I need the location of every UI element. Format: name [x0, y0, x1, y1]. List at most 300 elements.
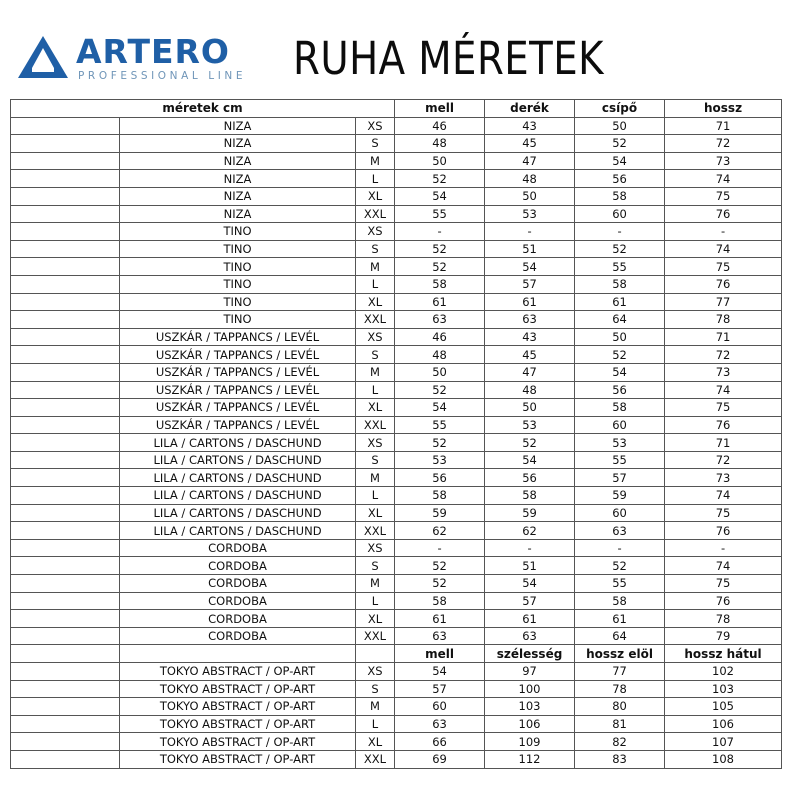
row-spacer-cell [11, 152, 120, 170]
model-cell: NIZA [120, 170, 356, 188]
model-cell: LILA / CARTONS / DASCHUND [120, 434, 356, 452]
value-cell: 57 [485, 592, 575, 610]
row-spacer-cell [11, 170, 120, 188]
value-cell: 77 [575, 663, 665, 681]
value-cell: 51 [485, 557, 575, 575]
value-cell: 58 [395, 487, 485, 505]
value-cell: 53 [485, 205, 575, 223]
value-cell: 50 [485, 187, 575, 205]
value-cell: 58 [485, 487, 575, 505]
value-cell: 78 [575, 680, 665, 698]
model-cell: CORDOBA [120, 592, 356, 610]
page-header [18, 28, 788, 98]
model-cell: NIZA [120, 117, 356, 135]
model-cell: USZKÁR / TAPPANCS / LEVÉL [120, 363, 356, 381]
value-cell: 52 [575, 557, 665, 575]
column-header: hossz [665, 100, 782, 118]
table-row [11, 610, 782, 628]
value-cell: 45 [485, 346, 575, 364]
row-spacer-cell [11, 733, 120, 751]
value-cell: 61 [485, 293, 575, 311]
size-table [10, 99, 782, 769]
size-cell: S [356, 346, 395, 364]
size-cell: L [356, 275, 395, 293]
model-cell: TINO [120, 311, 356, 329]
table-row [11, 592, 782, 610]
row-spacer-cell [11, 645, 120, 663]
value-cell: 52 [395, 557, 485, 575]
size-cell: XS [356, 223, 395, 241]
size-cell: XL [356, 293, 395, 311]
value-cell: 54 [485, 258, 575, 276]
size-cell: S [356, 680, 395, 698]
row-spacer-cell [11, 135, 120, 153]
size-cell: XS [356, 663, 395, 681]
table-row [11, 293, 782, 311]
column-header: hossz hátul [665, 645, 782, 663]
value-cell: 66 [395, 733, 485, 751]
row-spacer-cell [11, 698, 120, 716]
value-cell: 82 [575, 733, 665, 751]
row-spacer-cell [11, 363, 120, 381]
value-cell: 71 [665, 434, 782, 452]
value-cell: 61 [575, 610, 665, 628]
row-spacer-cell [11, 680, 120, 698]
value-cell: 48 [395, 135, 485, 153]
value-cell: 74 [665, 170, 782, 188]
table-row [11, 346, 782, 364]
value-cell: 97 [485, 663, 575, 681]
value-cell: 53 [575, 434, 665, 452]
table-row [11, 680, 782, 698]
value-cell: 76 [665, 205, 782, 223]
table-row [11, 733, 782, 751]
column-header: csípő [575, 100, 665, 118]
value-cell: - [575, 539, 665, 557]
table-row [11, 135, 782, 153]
row-spacer-cell [11, 539, 120, 557]
value-cell: 75 [665, 504, 782, 522]
value-cell: 75 [665, 258, 782, 276]
value-cell: 60 [575, 504, 665, 522]
value-cell: 56 [575, 381, 665, 399]
value-cell: 52 [575, 135, 665, 153]
row-spacer-cell [11, 117, 120, 135]
size-cell: XS [356, 434, 395, 452]
value-cell: 52 [395, 240, 485, 258]
table-row [11, 715, 782, 733]
value-cell: 69 [395, 750, 485, 768]
value-cell: 62 [395, 522, 485, 540]
model-cell: LILA / CARTONS / DASCHUND [120, 504, 356, 522]
size-cell: XS [356, 539, 395, 557]
row-spacer-cell [11, 240, 120, 258]
model-cell: TOKYO ABSTRACT / OP-ART [120, 698, 356, 716]
value-cell: 61 [395, 293, 485, 311]
table-row [11, 187, 782, 205]
table-row [11, 663, 782, 681]
value-cell: 74 [665, 240, 782, 258]
value-cell: 60 [575, 205, 665, 223]
size-cell: L [356, 381, 395, 399]
value-cell: 60 [575, 416, 665, 434]
model-cell: TOKYO ABSTRACT / OP-ART [120, 663, 356, 681]
page-title: RUHA MÉRETEK [293, 32, 604, 85]
value-cell: 72 [665, 135, 782, 153]
row-spacer-cell [11, 592, 120, 610]
model-cell: NIZA [120, 152, 356, 170]
size-cell: XL [356, 504, 395, 522]
column-header: szélesség [485, 645, 575, 663]
table-row [11, 275, 782, 293]
value-cell: 105 [665, 698, 782, 716]
value-cell: 55 [395, 416, 485, 434]
value-cell: 45 [485, 135, 575, 153]
value-cell: 50 [395, 363, 485, 381]
table-row [11, 152, 782, 170]
row-spacer-cell [11, 557, 120, 575]
value-cell: 54 [395, 399, 485, 417]
value-cell: 63 [485, 627, 575, 645]
column-header: mell [395, 100, 485, 118]
value-cell: 62 [485, 522, 575, 540]
row-spacer-cell [11, 469, 120, 487]
value-cell: 50 [395, 152, 485, 170]
row-spacer-cell [11, 663, 120, 681]
row-spacer-cell [11, 451, 120, 469]
value-cell: - [665, 539, 782, 557]
model-cell: USZKÁR / TAPPANCS / LEVÉL [120, 399, 356, 417]
value-cell: 43 [485, 117, 575, 135]
value-cell: 83 [575, 750, 665, 768]
value-cell: 54 [395, 187, 485, 205]
value-cell: 52 [575, 240, 665, 258]
value-cell: 47 [485, 363, 575, 381]
value-cell: 52 [395, 381, 485, 399]
model-cell: NIZA [120, 187, 356, 205]
value-cell: 58 [575, 399, 665, 417]
row-spacer-cell [11, 311, 120, 329]
table-row [11, 522, 782, 540]
model-cell: USZKÁR / TAPPANCS / LEVÉL [120, 381, 356, 399]
row-spacer-cell [11, 346, 120, 364]
value-cell: 63 [395, 311, 485, 329]
table-row [11, 223, 782, 241]
value-cell: 79 [665, 627, 782, 645]
table-row [11, 258, 782, 276]
value-cell: 106 [485, 715, 575, 733]
value-cell: - [485, 539, 575, 557]
value-cell: 52 [395, 575, 485, 593]
model-cell: CORDOBA [120, 557, 356, 575]
value-cell: 76 [665, 522, 782, 540]
table-row [11, 750, 782, 768]
value-cell: 50 [575, 328, 665, 346]
row-spacer-cell [356, 645, 395, 663]
value-cell: 103 [665, 680, 782, 698]
value-cell: 46 [395, 117, 485, 135]
model-cell: LILA / CARTONS / DASCHUND [120, 469, 356, 487]
table-row [11, 504, 782, 522]
size-cell: XL [356, 399, 395, 417]
value-cell: 56 [395, 469, 485, 487]
model-cell: CORDOBA [120, 610, 356, 628]
size-cell: S [356, 451, 395, 469]
value-cell: 54 [575, 363, 665, 381]
row-spacer-cell [11, 750, 120, 768]
value-cell: 73 [665, 363, 782, 381]
size-cell: L [356, 592, 395, 610]
model-cell: TOKYO ABSTRACT / OP-ART [120, 715, 356, 733]
value-cell: 75 [665, 575, 782, 593]
row-spacer-cell [11, 522, 120, 540]
artero-logo [18, 32, 278, 84]
model-cell: CORDOBA [120, 575, 356, 593]
value-cell: 60 [395, 698, 485, 716]
value-cell: 109 [485, 733, 575, 751]
value-cell: 61 [485, 610, 575, 628]
value-cell: 59 [575, 487, 665, 505]
size-cell: S [356, 135, 395, 153]
value-cell: 54 [485, 451, 575, 469]
table-row [11, 311, 782, 329]
row-spacer-cell [11, 504, 120, 522]
size-cell: XS [356, 117, 395, 135]
value-cell: 63 [485, 311, 575, 329]
value-cell: 107 [665, 733, 782, 751]
table-row [11, 240, 782, 258]
size-cell: L [356, 487, 395, 505]
size-cell: M [356, 363, 395, 381]
table-row [11, 627, 782, 645]
value-cell: 73 [665, 469, 782, 487]
value-cell: 72 [665, 346, 782, 364]
value-cell: 52 [395, 434, 485, 452]
table-row [11, 117, 782, 135]
row-spacer-cell [11, 610, 120, 628]
value-cell: 61 [575, 293, 665, 311]
table-row [11, 416, 782, 434]
value-cell: 71 [665, 328, 782, 346]
row-spacer-cell [11, 434, 120, 452]
value-cell: 72 [665, 451, 782, 469]
value-cell: 64 [575, 311, 665, 329]
row-spacer-cell [120, 645, 356, 663]
model-cell: LILA / CARTONS / DASCHUND [120, 451, 356, 469]
value-cell: 59 [485, 504, 575, 522]
value-cell: 64 [575, 627, 665, 645]
value-cell: 48 [395, 346, 485, 364]
model-cell: TINO [120, 258, 356, 276]
value-cell: 52 [485, 434, 575, 452]
row-spacer-cell [11, 399, 120, 417]
value-cell: - [665, 223, 782, 241]
value-cell: 63 [575, 522, 665, 540]
brand-tagline: PROFESSIONAL LINE [78, 70, 247, 82]
table-header-row [11, 100, 782, 118]
value-cell: 56 [575, 170, 665, 188]
value-cell: 57 [395, 680, 485, 698]
value-cell: 74 [665, 487, 782, 505]
row-spacer-cell [11, 627, 120, 645]
value-cell: 48 [485, 170, 575, 188]
value-cell: 58 [395, 592, 485, 610]
value-cell: 54 [395, 663, 485, 681]
value-cell: 76 [665, 416, 782, 434]
table-row [11, 487, 782, 505]
value-cell: 54 [485, 575, 575, 593]
size-cell: M [356, 152, 395, 170]
value-cell: 80 [575, 698, 665, 716]
model-cell: USZKÁR / TAPPANCS / LEVÉL [120, 328, 356, 346]
value-cell: 74 [665, 557, 782, 575]
size-cell: L [356, 170, 395, 188]
value-cell: 78 [665, 610, 782, 628]
value-cell: - [395, 539, 485, 557]
model-cell: TINO [120, 275, 356, 293]
table-row [11, 434, 782, 452]
value-cell: 100 [485, 680, 575, 698]
value-cell: 75 [665, 399, 782, 417]
value-cell: 78 [665, 311, 782, 329]
value-cell: 76 [665, 275, 782, 293]
size-cell: XXL [356, 627, 395, 645]
value-cell: 52 [575, 346, 665, 364]
model-cell: CORDOBA [120, 539, 356, 557]
row-spacer-cell [11, 258, 120, 276]
value-cell: - [485, 223, 575, 241]
value-cell: 106 [665, 715, 782, 733]
value-cell: 58 [575, 275, 665, 293]
table-header-row-2 [11, 645, 782, 663]
value-cell: - [575, 223, 665, 241]
value-cell: 50 [575, 117, 665, 135]
size-cell: XXL [356, 750, 395, 768]
row-spacer-cell [11, 293, 120, 311]
model-cell: TOKYO ABSTRACT / OP-ART [120, 750, 356, 768]
value-cell: 53 [395, 451, 485, 469]
row-spacer-cell [11, 381, 120, 399]
size-cell: M [356, 258, 395, 276]
value-cell: 76 [665, 592, 782, 610]
header-label: méretek cm [11, 100, 395, 118]
value-cell: 55 [395, 205, 485, 223]
row-spacer-cell [11, 328, 120, 346]
model-cell: USZKÁR / TAPPANCS / LEVÉL [120, 346, 356, 364]
table-row [11, 539, 782, 557]
model-cell: NIZA [120, 205, 356, 223]
value-cell: 71 [665, 117, 782, 135]
value-cell: 57 [485, 275, 575, 293]
size-cell: S [356, 240, 395, 258]
table-row [11, 399, 782, 417]
value-cell: 47 [485, 152, 575, 170]
value-cell: 55 [575, 451, 665, 469]
value-cell: 55 [575, 258, 665, 276]
model-cell: LILA / CARTONS / DASCHUND [120, 487, 356, 505]
value-cell: 53 [485, 416, 575, 434]
value-cell: 58 [575, 187, 665, 205]
table-row [11, 557, 782, 575]
value-cell: 43 [485, 328, 575, 346]
row-spacer-cell [11, 205, 120, 223]
table-row [11, 381, 782, 399]
row-spacer-cell [11, 575, 120, 593]
value-cell: 73 [665, 152, 782, 170]
model-cell: CORDOBA [120, 627, 356, 645]
value-cell: 77 [665, 293, 782, 311]
table-row [11, 205, 782, 223]
size-cell: XL [356, 610, 395, 628]
value-cell: 102 [665, 663, 782, 681]
table-row [11, 575, 782, 593]
value-cell: 61 [395, 610, 485, 628]
row-spacer-cell [11, 487, 120, 505]
value-cell: 112 [485, 750, 575, 768]
value-cell: 58 [575, 592, 665, 610]
row-spacer-cell [11, 275, 120, 293]
model-cell: TINO [120, 240, 356, 258]
row-spacer-cell [11, 223, 120, 241]
size-cell: XXL [356, 205, 395, 223]
value-cell: 63 [395, 715, 485, 733]
value-cell: 51 [485, 240, 575, 258]
model-cell: LILA / CARTONS / DASCHUND [120, 522, 356, 540]
value-cell: 52 [395, 258, 485, 276]
table-row [11, 451, 782, 469]
value-cell: 103 [485, 698, 575, 716]
size-cell: M [356, 698, 395, 716]
size-cell: XS [356, 328, 395, 346]
table-row [11, 363, 782, 381]
model-cell: TOKYO ABSTRACT / OP-ART [120, 680, 356, 698]
model-cell: TINO [120, 293, 356, 311]
table-row [11, 469, 782, 487]
size-cell: S [356, 557, 395, 575]
table-row [11, 328, 782, 346]
column-header: mell [395, 645, 485, 663]
value-cell: - [395, 223, 485, 241]
model-cell: TINO [120, 223, 356, 241]
model-cell: USZKÁR / TAPPANCS / LEVÉL [120, 416, 356, 434]
row-spacer-cell [11, 187, 120, 205]
size-cell: XXL [356, 416, 395, 434]
value-cell: 74 [665, 381, 782, 399]
size-cell: L [356, 715, 395, 733]
value-cell: 59 [395, 504, 485, 522]
value-cell: 58 [395, 275, 485, 293]
artero-logo-icon [18, 36, 68, 78]
size-cell: XXL [356, 311, 395, 329]
value-cell: 81 [575, 715, 665, 733]
value-cell: 56 [485, 469, 575, 487]
column-header: derék [485, 100, 575, 118]
size-cell: XL [356, 733, 395, 751]
value-cell: 63 [395, 627, 485, 645]
value-cell: 57 [575, 469, 665, 487]
value-cell: 54 [575, 152, 665, 170]
value-cell: 50 [485, 399, 575, 417]
model-cell: NIZA [120, 135, 356, 153]
model-cell: TOKYO ABSTRACT / OP-ART [120, 733, 356, 751]
table-row [11, 698, 782, 716]
value-cell: 75 [665, 187, 782, 205]
value-cell: 48 [485, 381, 575, 399]
row-spacer-cell [11, 416, 120, 434]
value-cell: 46 [395, 328, 485, 346]
value-cell: 108 [665, 750, 782, 768]
table-row [11, 170, 782, 188]
